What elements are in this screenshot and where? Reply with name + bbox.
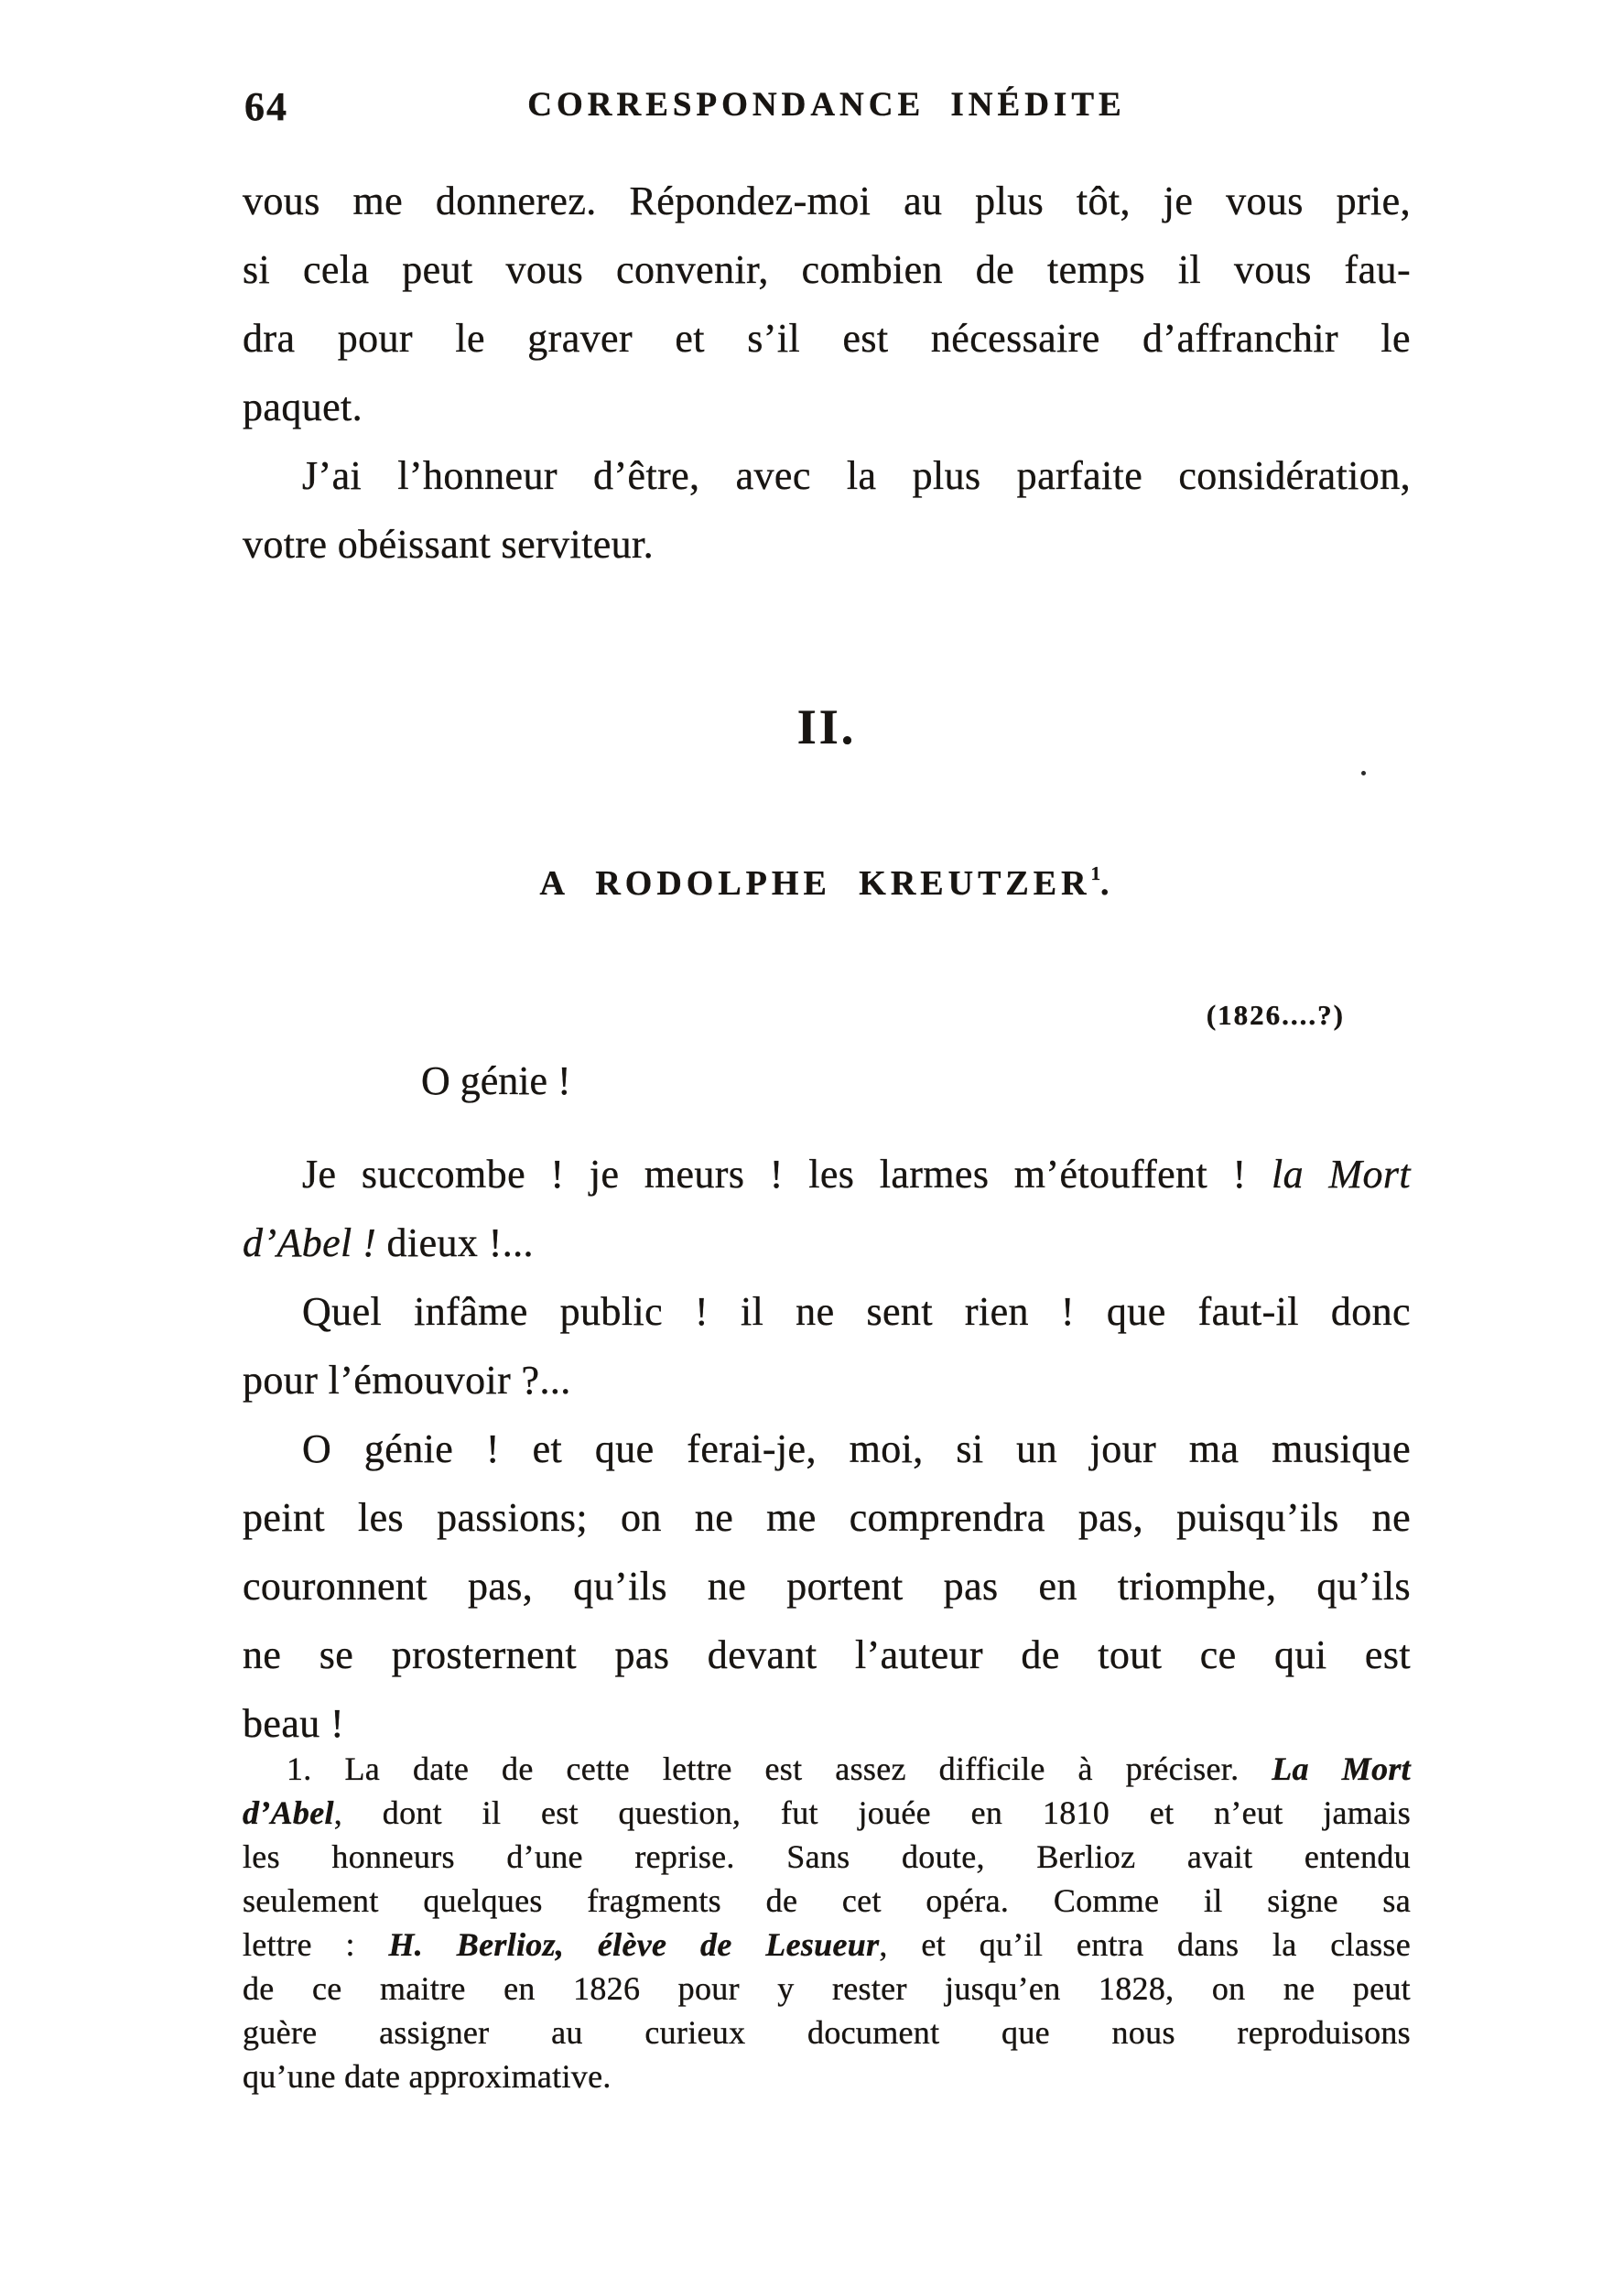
- section-numeral: II.: [796, 699, 857, 754]
- page-number: 64: [244, 84, 288, 129]
- text-run-bold-italic: d’Abel: [243, 1794, 334, 1831]
- text-run: 1. La date de cette lettre est assez difficile à préciser.: [287, 1750, 1272, 1787]
- text-line: [243, 1140, 1411, 1209]
- text-line: pour l’émouvoir ?...: [243, 1358, 571, 1403]
- footnote-line: [243, 1747, 1411, 1791]
- footnote-line: guère assigner au curieux document que nous reproduisons: [243, 2014, 1411, 2051]
- text-line: Quel infâme public ! il ne sent rien ! que faut-il donc: [302, 1289, 1411, 1334]
- text-line: beau !: [243, 1701, 345, 1746]
- letter2-paragraph-1: [243, 1140, 1411, 1277]
- letter2-paragraph-2: [243, 1277, 1411, 1414]
- footnote-1: [243, 1747, 1411, 2098]
- text-run: , dont il est question, fut jouée en 1810 et n’eut jamais: [333, 1794, 1411, 1831]
- text-line: paquet.: [243, 385, 363, 429]
- text-line: dra pour le graver et s’il est nécessaire d’affranchir le: [243, 316, 1411, 361]
- letter2-paragraph-3: [243, 1414, 1411, 1758]
- page-header: [243, 85, 1411, 129]
- text-line: J’ai l’honneur d’être, avec la plus parfaite considération,: [302, 453, 1411, 498]
- text-line: vous me donnerez. Répondez-moi au plus tôt, je vous prie,: [243, 179, 1411, 223]
- text-line: [243, 1209, 1411, 1277]
- text-line: O génie ! et que ferai-je, moi, si un jour ma musique: [302, 1426, 1411, 1471]
- text-line: peint les passions; on ne me comprendra pas, puisqu’ils ne: [243, 1495, 1411, 1540]
- letter1-closing: [243, 441, 1411, 579]
- text-run-italic: la Mort: [1271, 1152, 1412, 1197]
- footnote-reference: 1: [1090, 862, 1101, 884]
- text-run: , et qu’il entra dans la classe: [879, 1926, 1411, 1963]
- letter2-date: (1826....?): [1206, 999, 1345, 1031]
- letter2-salutation: O génie !: [421, 1058, 571, 1103]
- text-line: votre obéissant serviteur.: [243, 522, 655, 567]
- letter2-heading: [243, 862, 1411, 904]
- text-run-bold-italic: H. Berlioz, élève de Lesueur: [388, 1926, 880, 1963]
- text-run-bold-italic: La Mort: [1272, 1750, 1411, 1787]
- text-run: lettre :: [243, 1926, 389, 1963]
- text-line: couronnent pas, qu’ils ne portent pas en triomphe, qu’ils: [243, 1564, 1411, 1609]
- footnote-line: [243, 1791, 1411, 1835]
- print-speck: [1361, 771, 1366, 775]
- addressee-name: A RODOLPHE KREUTZER: [539, 864, 1091, 903]
- heading-period: .: [1100, 864, 1114, 903]
- letter1-paragraph-end: [243, 167, 1411, 441]
- footnote-line: seulement quelques fragments de cet opéra. Comme il signe sa: [243, 1882, 1411, 1919]
- text-line: si cela peut vous convenir, combien de temps il vous fau-: [243, 247, 1411, 292]
- running-title: CORRESPONDANCE INÉDITE: [527, 86, 1126, 124]
- text-run: Je succombe ! je meurs ! les larmes m’étouffent !: [302, 1152, 1272, 1197]
- footnote-line: qu’une date approximative.: [243, 2058, 612, 2095]
- footnote-line: de ce maitre en 1826 pour y rester jusqu’en 1828, on ne peut: [243, 1970, 1411, 2007]
- footnote-line: les honneurs d’une reprise. Sans doute, Berlioz avait entendu: [243, 1838, 1411, 1875]
- text-run: dieux !...: [376, 1220, 534, 1265]
- text-run-italic: d’Abel !: [243, 1220, 377, 1265]
- text-line: ne se prosternent pas devant l’auteur de tout ce qui est: [243, 1632, 1411, 1677]
- footnote-line: [243, 1923, 1411, 1967]
